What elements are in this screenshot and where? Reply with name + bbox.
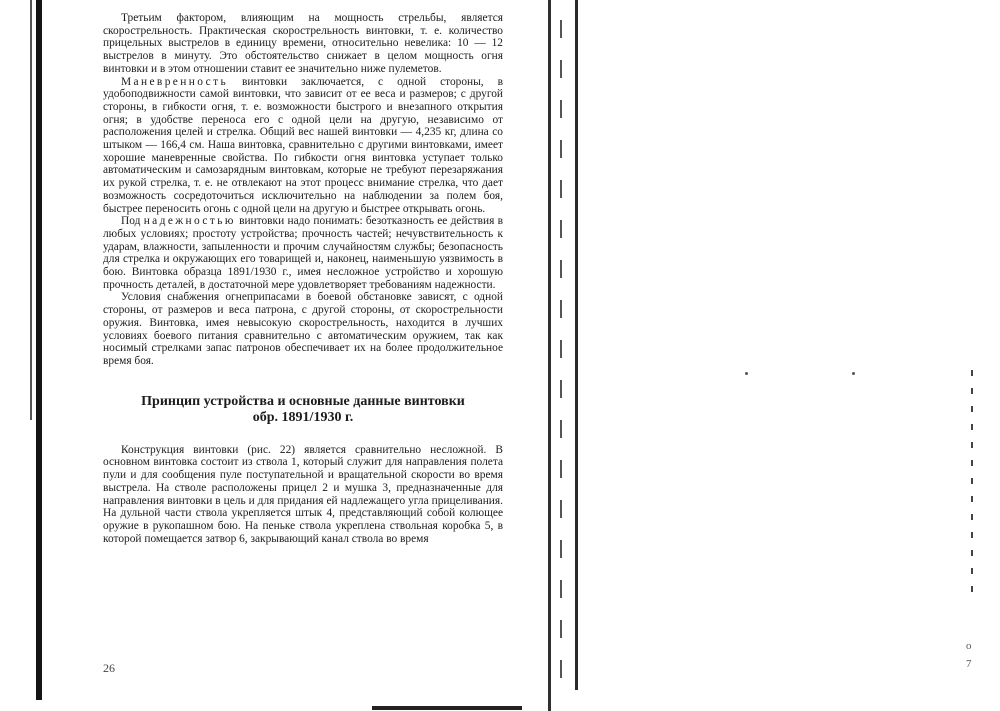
scan-speck [971,514,973,520]
page-number: 26 [103,661,115,675]
scan-speck [971,532,973,538]
scan-speck [971,388,973,394]
spaced-term-reliability: надежностью [143,215,236,228]
section-heading-line-2: обр. 1891/1930 г. [252,409,354,425]
scan-speck [971,568,973,574]
scan-speck [971,496,973,502]
paragraph-reliability: Под надежностью винтовки надо понимать: безотказность ее действия в любых условиях; простоту устройства; прочность частей; нечувствительность к ударам, влажности, запыленности и прочим случайностям службы; безопасность для стрелка и окружающих его товарищей и, наконец, наименьшую уязвимость в бою. Винтовка образца 1891/1930 г., имея несложное устройство и хорошую прочность деталей, в достаточной мере удовлетворяет требованиям надежности. [103,215,503,291]
right-margin-specks [965,370,979,604]
scan-bottom-artifact [372,706,522,710]
section-heading [103,394,503,426]
section-heading-line-1: Принцип устройства и основные данные винтовки [141,393,465,409]
edge-character: 7 [966,658,972,670]
binding-edge-shadow [36,0,42,700]
paragraph-ammunition-supply: Условия снабжения огнеприпасами в боевой обстановке зависят, с одной стороны, от размеров и веса патрона, с другой стороны, от скорострельности оружия. Винтовка, имея невысокую скорострельность, находится в лучших условиях боевого питания сравнительно с автоматическим оружием, так как носимый стрелками запас патронов обеспечивает их на более продолжительное время боя. [103,291,503,367]
scan-speck [971,550,973,556]
scan-speck [745,372,748,375]
scan-speck [971,424,973,430]
page-fold-line [548,0,551,711]
scan-speck [971,478,973,484]
scan-speck [971,460,973,466]
scan-speck [971,586,973,592]
page-fold-line-right [575,0,578,690]
edge-character: о [966,640,972,652]
scan-speck [852,372,855,375]
spaced-term-maneuverability: Маневренность [121,75,229,88]
page-fold-dashes [560,20,562,680]
paragraph-maneuverability: Маневренность винтовки заключается, с одной стороны, в удобоподвижности самой винтовки, что зависит от ее веса и размеров; с другой стороны, в гибкости огня, т. е. возможности быстрого и внезапного открытия огня; в удобстве переноса его с одной цели на другую, независимо от расположения целей и стрелка. Общий вес нашей винтовки — 4,235 кг, длина со штыком — 166,4 см. Наша винтовка, сравнительно с другими винтовками, имеет хорошие маневренные свойства. По гибкости огня винтовка уступает только автоматическим и самозарядным винтовкам, которые не требуют перезаряжания их рукой стрелка, т. е. не отвлекают на этот процесс внимание стрелка, что дает возможность сосредоточиться исключительно на наблюдении за полем боя, быстрее переносить огонь с одной цели на другую и быстрее открывать огонь. [103,75,503,215]
paragraph-construction: Конструкция винтовки (рис. 22) является сравнительно несложной. В основном винтовка состоит из ствола 1, который служит для направления полета пули и для сообщения пуле поступательной и вращательной скорости во время выстрела. На стволе расположены прицел 2 и мушка 3, предназначенные для направления винтовки в цель и для придания ей надлежащего угла прицеливания. На дульной части ствола укрепляется штык 4, представляющий собой колющее оружие в рукопашном бою. На пеньке ствола укреплена ствольная коробка 5, в которой помещается затвор 6, закрывающий канал ствола во время [103,443,503,545]
text-column [103,12,503,545]
paragraph-rate-of-fire: Третьим фактором, влияющим на мощность стрельбы, является скорострельность. Практическая скорострельность винтовки, т. е. количество прицельных выстрелов в единицу времени, относительно невелика: 10 — 12 выстрелов в минуту. Это обстоятельство снижает в целом мощность огня винтовки и в этом отношении ставит ее значительно ниже пулеметов. [103,12,503,75]
scan-speck [971,406,973,412]
binding-edge-shadow-inner [30,0,32,420]
scan-speck [971,442,973,448]
scan-speck [971,370,973,376]
heading-spacer [103,426,503,444]
